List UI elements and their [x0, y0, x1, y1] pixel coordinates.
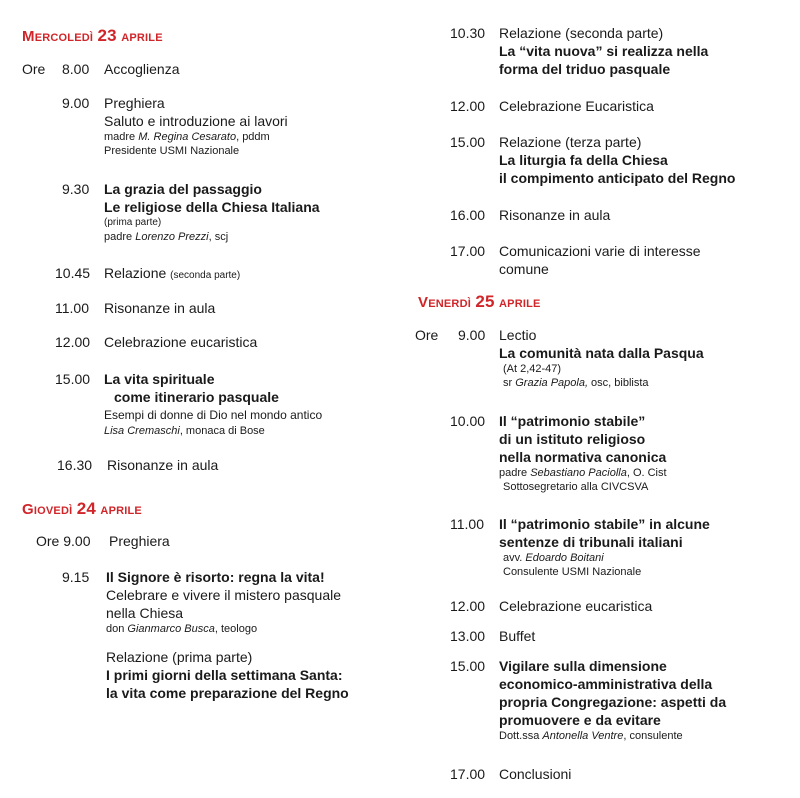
- speaker: madre M. Regina Cesarato, pddm: [104, 131, 270, 143]
- speaker: avv. Edoardo Boitani: [503, 552, 604, 564]
- speaker: padre Lorenzo Prezzi, scj: [104, 231, 229, 243]
- ore-label: Ore: [415, 327, 439, 343]
- speaker-role: Presidente USMI Nazionale: [104, 145, 240, 157]
- speaker: sr Grazia Papola, osc, biblista: [503, 377, 649, 389]
- speaker: don Gianmarco Busca, teologo: [106, 623, 258, 635]
- speaker-role: Sottosegretario alla CIVCSVA: [503, 481, 649, 493]
- speaker: padre Sebastiano Paciolla, O. Cist: [499, 467, 667, 479]
- ore-label: Ore: [22, 61, 46, 77]
- speaker: Dott.ssa Antonella Ventre, consulente: [499, 730, 683, 742]
- day-heading-wednesday: Mercoledì 23 aprile: [22, 26, 163, 45]
- speaker-role: Consulente USMI Nazionale: [503, 566, 642, 578]
- day-heading-friday: Venerdì 25 aprile: [418, 292, 541, 311]
- speaker: Lisa Cremaschi, monaca di Bose: [104, 425, 265, 437]
- day-heading-thursday: Giovedì 24 aprile: [22, 499, 142, 518]
